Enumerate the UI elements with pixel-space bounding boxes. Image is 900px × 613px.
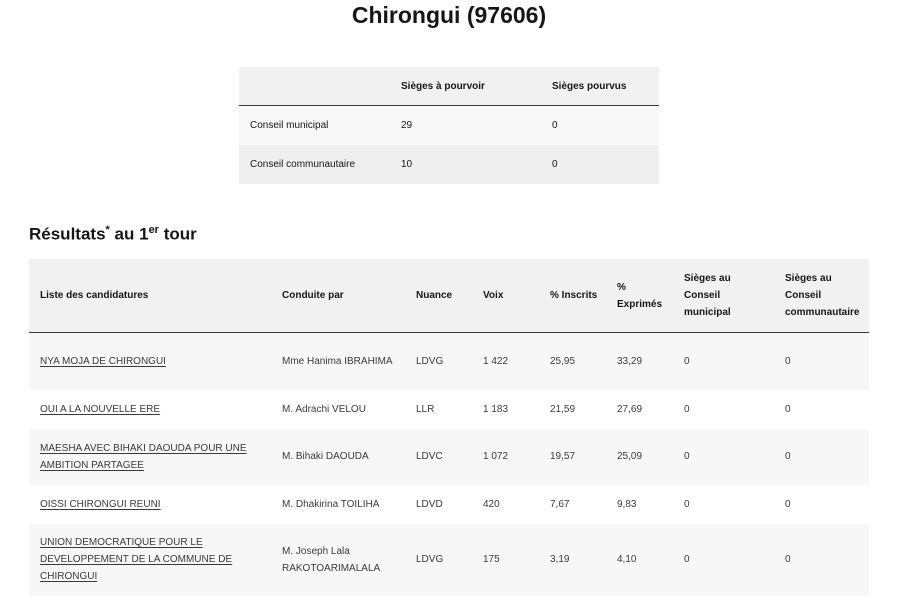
list-name-cell	[29, 390, 271, 429]
seats-cell-label: Conseil communautaire	[239, 145, 390, 184]
table-row	[29, 333, 869, 390]
votes-cell: 175	[472, 524, 539, 596]
seats-cell-to-fill: 29	[390, 106, 541, 146]
pct-cast-cell: 25,09	[606, 429, 673, 485]
seats-municipal-cell: 0	[673, 485, 774, 524]
list-name-cell	[29, 524, 271, 596]
seats-header-filled: Sièges pourvus	[541, 67, 659, 106]
seats-municipal-cell: 0	[673, 333, 774, 390]
header-seats-municipal: Sièges au Conseil municipal	[673, 259, 774, 333]
results-title	[29, 224, 197, 245]
seats-municipal-cell: 0	[673, 524, 774, 596]
table-row	[29, 485, 869, 524]
list-link[interactable]: OUI A LA NOUVELLE ERE	[40, 403, 161, 415]
results-title-mid: au 1	[109, 224, 149, 244]
seats-communautaire-cell: 0	[774, 333, 869, 390]
seats-municipal-cell: 0	[673, 429, 774, 485]
results-title-asterisk: *	[105, 224, 110, 236]
list-name-cell	[29, 333, 271, 390]
table-row	[29, 390, 869, 429]
seats-communautaire-cell: 0	[774, 485, 869, 524]
pct-registered-cell: 3,19	[539, 524, 606, 596]
votes-cell: 1 422	[472, 333, 539, 390]
list-link[interactable]: UNION DEMOCRATIQUE POUR LE DEVELOPPEMENT DE LA COMMUNE DE CHIRONGUI	[40, 537, 233, 582]
pct-registered-cell: 21,59	[539, 390, 606, 429]
results-header-row	[29, 259, 869, 333]
seats-row-municipal	[239, 106, 659, 146]
seats-communautaire-cell: 0	[774, 524, 869, 596]
seats-communautaire-cell: 0	[774, 390, 869, 429]
header-pct-cast: % Exprimés	[606, 259, 673, 333]
leader-cell: M. Bihaki DAOUDA	[271, 429, 405, 485]
pct-cast-cell: 27,69	[606, 390, 673, 429]
header-list: Liste des candidatures	[29, 259, 271, 333]
seats-cell-label: Conseil municipal	[239, 106, 390, 146]
list-name-cell	[29, 429, 271, 485]
seats-row-communautaire	[239, 145, 659, 184]
votes-cell: 1 183	[472, 390, 539, 429]
header-votes: Voix	[472, 259, 539, 333]
leader-cell: M. Dhakirina TOILIHA	[271, 485, 405, 524]
seats-table-header-row	[239, 67, 659, 106]
results-title-ordinal: er	[148, 224, 159, 236]
pct-registered-cell: 7,67	[539, 485, 606, 524]
leader-cell: M. Adrachi VELOU	[271, 390, 405, 429]
page-title: Chirongui (97606)	[351, 2, 547, 28]
leader-cell: Mme Hanima IBRAHIMA	[271, 333, 405, 390]
leader-cell: M. Joseph Lala RAKOTOARIMALALA	[271, 524, 405, 596]
seats-table	[239, 67, 659, 184]
nuance-cell: LDVC	[405, 429, 472, 485]
pct-cast-cell: 4,10	[606, 524, 673, 596]
seats-cell-to-fill: 10	[390, 145, 541, 184]
votes-cell: 1 072	[472, 429, 539, 485]
nuance-cell: LDVG	[405, 524, 472, 596]
seats-municipal-cell: 0	[673, 390, 774, 429]
pct-registered-cell: 25,95	[539, 333, 606, 390]
list-link[interactable]: NYA MOJA DE CHIRONGUI	[40, 355, 166, 367]
pct-registered-cell: 19,57	[539, 429, 606, 485]
header-leader: Conduite par	[271, 259, 405, 333]
nuance-cell: LLR	[405, 390, 472, 429]
list-link[interactable]: OISSI CHIRONGUI REUNI	[40, 498, 161, 510]
seats-header-empty	[239, 67, 390, 106]
seats-header-to-fill: Sièges à pourvoir	[390, 67, 541, 106]
results-table	[29, 259, 869, 596]
seats-cell-filled: 0	[541, 106, 659, 146]
nuance-cell: LDVD	[405, 485, 472, 524]
list-name-cell	[29, 485, 271, 524]
seats-communautaire-cell: 0	[774, 429, 869, 485]
list-link[interactable]: MAESHA AVEC BIHAKI DAOUDA POUR UNE AMBITION PARTAGEE	[40, 442, 247, 471]
table-row	[29, 429, 869, 485]
header-pct-registered: % Inscrits	[539, 259, 606, 333]
pct-cast-cell: 33,29	[606, 333, 673, 390]
votes-cell: 420	[472, 485, 539, 524]
header-seats-communautaire: Sièges au Conseil communautaire	[774, 259, 869, 333]
pct-cast-cell: 9,83	[606, 485, 673, 524]
table-row	[29, 524, 869, 596]
header-nuance: Nuance	[405, 259, 472, 333]
seats-cell-filled: 0	[541, 145, 659, 184]
results-title-end: tour	[158, 224, 197, 244]
nuance-cell: LDVG	[405, 333, 472, 390]
results-title-main: Résultats	[29, 224, 106, 244]
